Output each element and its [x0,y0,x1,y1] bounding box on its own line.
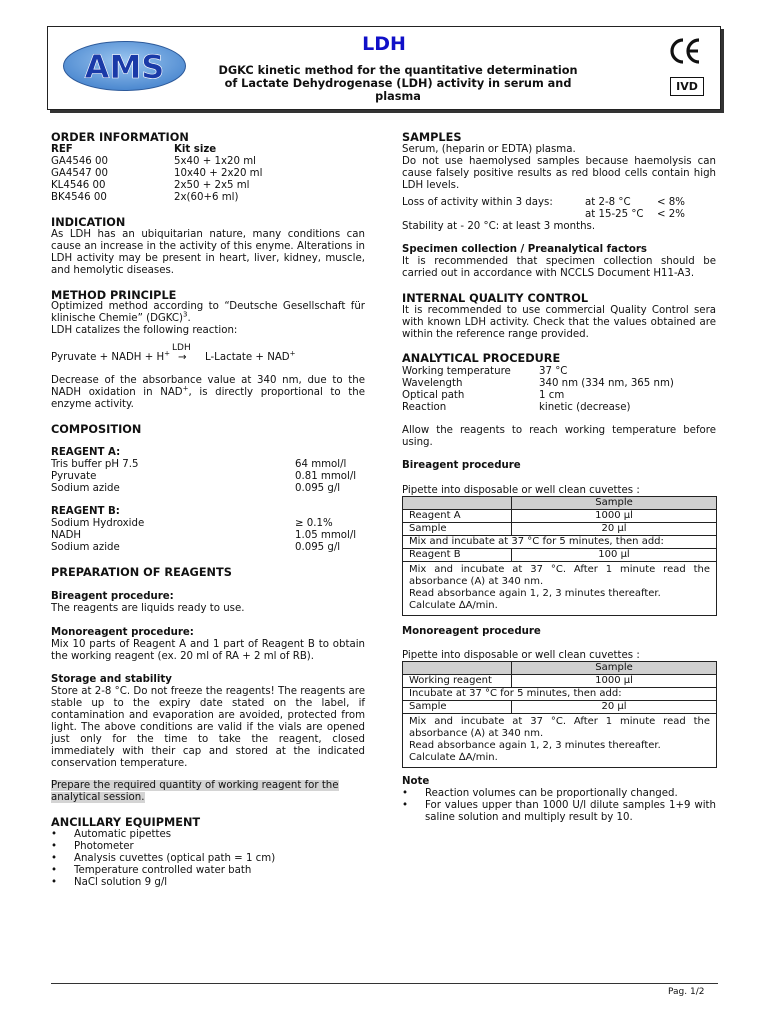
bireagent-proc-title: Bireagent procedure [402,460,521,471]
samples-line-1: Serum, (heparin or EDTA) plasma. [402,144,576,155]
monoreagent-table-header: Sample [512,662,717,675]
order-ref: BK4546 00 [51,192,107,203]
samples-text: Do not use haemolysed samples because haemolysis can cause falsely positive results as red blood cells contain high LDH levels. [402,156,716,191]
param-value: 37 °C [539,366,568,377]
monoreagent-table [402,661,717,768]
footer-divider [51,983,718,984]
reagent-a-value: 0.81 mmol/l [295,471,357,482]
document-subtitle: DGKC kinetic method for the quantitative determination of Lactate Dehydrogenase (LDH) activity in serum and plasma [218,64,578,103]
table-row-value: 1000 µl [512,675,717,688]
reagent-a-item: Tris buffer pH 7.5 [51,459,139,470]
reagent-b-item: Sodium Hydroxide [51,518,145,529]
method-text-1: Optimized method according to “Deutsche Gesellschaft für klinische Chemie” (DGKC)$^3$. [51,301,365,324]
reagent-a-item: Sodium azide [51,483,120,494]
iqc-heading: INTERNAL QUALITY CONTROL [402,292,589,305]
storage-text: Store at 2-8 °C. Do not freeze the reagents! The reagents are stable up to the expiry date stated on the label, if contamination and evaporation are avoided, protected from light. The above conditions are valid if the vials are opened just only for the time to take the reagent, closed immediately with their cap and stored at the indicated conservation temperature. [51,686,365,769]
reagent-b-value: 0.095 g/l [295,542,341,553]
param-value: kinetic (decrease) [539,402,631,413]
reaction-reactants: Pyruvate + NADH + H+ [51,349,171,363]
collection-title: Specimen collection / Preanalytical factors [402,244,647,255]
order-heading: ORDER INFORMATION [51,131,189,144]
reaction-enzyme: LDH [172,343,191,353]
page-number: Pag. 1/2 [668,987,705,997]
method-text-3: Decrease of the absorbance value at 340 nm, due to the NADH oxidation in NAD+, is directly proportional to the enzyme activity. [51,375,365,410]
order-ref: GA4547 00 [51,168,108,179]
order-kit: 10x40 + 2x20 ml [174,168,263,179]
document-title: LDH [362,33,406,55]
table-final-step: Mix and incubate at 37 °C. After 1 minute read the absorbance (A) at 340 nm. Read absorbance again 1, 2, 3 minutes thereafter. Calculate ∆A/min. [403,562,717,616]
order-ref: KL4546 00 [51,180,106,191]
table-row-label: Reagent B [403,549,512,562]
param-name: Optical path [402,390,465,401]
composition-heading: COMPOSITION [51,423,142,436]
order-kit: 2x50 + 2x5 ml [174,180,250,191]
loss-label: Loss of activity within 3 days: [402,197,553,208]
param-value: 340 nm (334 nm, 365 nm) [539,378,674,389]
table-row-label: Sample [403,523,512,536]
reagent-b-label: REAGENT B: [51,506,120,517]
method-text-2: LDH catalizes the following reaction: [51,325,238,336]
reagent-b-value: 1.05 mmol/l [295,530,357,541]
reagent-a-value: 64 mmol/l [295,459,347,470]
table-final-step: Mix and incubate at 37 °C. After 1 minute read the absorbance (A) at 340 nm. Read absorbance again 1, 2, 3 minutes thereafter. Calculate ∆A/min. [403,714,717,768]
bireagent-pipette-text: Pipette into disposable or well clean cuvettes : [402,485,640,496]
loss-temp: at 2-8 °C [585,197,631,208]
bireagent-table-header: Sample [512,497,717,510]
allow-text: Allow the reagents to reach working temperature before using. [402,425,716,448]
indication-heading: INDICATION [51,216,126,229]
table-row-label: Sample [403,701,512,714]
prep-bireagent-title: Bireagent procedure: [51,591,174,602]
monoreagent-proc-title: Monoreagent procedure [402,626,541,637]
indication-text: As LDH has an ubiquitarian nature, many conditions can cause an increase in the activity of this enyme. Alterations in LDH activity may be present in heart, liver, kidney, muscle, and hemolytic diseases. [51,229,365,276]
order-col-kit: Kit size [174,144,217,155]
order-ref: GA4546 00 [51,156,108,167]
bireagent-table [402,496,717,616]
ce-mark-icon [668,37,702,65]
reagent-b-item: Sodium azide [51,542,120,553]
table-instruction: Incubate at 37 °C for 5 minutes, then add: [403,688,717,701]
ivd-label: IVD [670,77,704,96]
logo-text: AMS [84,48,165,86]
prep-bireagent-text: The reagents are liquids ready to use. [51,603,245,614]
table-row-label: Reagent A [403,510,512,523]
monoreagent-pipette-text: Pipette into disposable or well clean cuvettes : [402,650,640,661]
reagent-b-value: ≥ 0.1% [295,518,333,529]
note-item: • For values upper than 1000 U/l dilute samples 1+9 with saline solution and multiply result by 10. [402,800,716,823]
ancillary-heading: ANCILLARY EQUIPMENT [51,816,201,829]
prep-monoreagent-text: Mix 10 parts of Reagent A and 1 part of Reagent B to obtain the working reagent (ex. 20 ml of RA + 2 ml of RB). [51,639,365,662]
table-row-value: 1000 µl [512,510,717,523]
table-row-label: Working reagent [403,675,512,688]
loss-value: < 2% [657,209,685,220]
note-title: Note [402,776,430,787]
storage-title: Storage and stability [51,674,172,685]
document-header [47,26,721,110]
table-instruction: Mix and incubate at 37 °C for 5 minutes, then add: [403,536,717,549]
reagent-a-value: 0.095 g/l [295,483,341,494]
param-value: 1 cm [539,390,565,401]
loss-value: < 8% [657,197,685,208]
reaction-products: L-Lactate + NAD+ [205,349,296,363]
reagent-b-item: NADH [51,530,82,541]
samples-heading: SAMPLES [402,131,462,144]
param-name: Reaction [402,402,447,413]
reagent-a-label: REAGENT A: [51,447,121,458]
table-row-value: 20 µl [512,523,717,536]
method-heading: METHOD PRINCIPLE [51,289,177,302]
loss-temp: at 15-25 °C [585,209,644,220]
highlight-note: Prepare the required quantity of working reagent for the analytical session. [51,780,339,803]
reaction-arrow-icon: → [178,352,187,363]
preparation-heading: PREPARATION OF REAGENTS [51,566,232,579]
stability-text: Stability at - 20 °C: at least 3 months. [402,221,596,232]
collection-text: It is recommended that specimen collection should be carried out in accordance with NCCLS Document H11-A3. [402,256,716,279]
order-col-ref: REF [51,144,73,155]
table-row-value: 100 µl [512,549,717,562]
order-kit: 2x(60+6 ml) [174,192,239,203]
iqc-text: It is recommended to use commercial Quality Control sera with known LDH activity. Check that the values obtained are within the reference range provided. [402,305,716,340]
analytical-heading: ANALYTICAL PROCEDURE [402,352,561,365]
prep-monoreagent-title: Monoreagent procedure: [51,627,194,638]
reagent-a-item: Pyruvate [51,471,97,482]
param-name: Working temperature [402,366,511,377]
param-name: Wavelength [402,378,463,389]
order-kit: 5x40 + 1x20 ml [174,156,256,167]
table-row-value: 20 µl [512,701,717,714]
